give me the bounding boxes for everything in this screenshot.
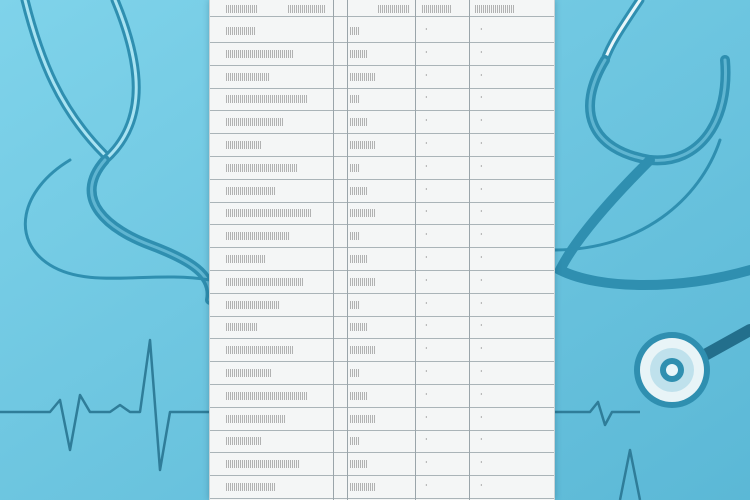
mark-a: · <box>425 207 428 217</box>
mark-b: · <box>480 275 483 285</box>
row-label-scribble <box>226 24 256 38</box>
row-value-scribble <box>350 389 368 403</box>
row-label-scribble <box>226 92 307 106</box>
table-row <box>210 180 554 203</box>
row-label-scribble <box>226 47 293 61</box>
mark-a: · <box>425 481 428 490</box>
row-value-scribble <box>350 366 360 380</box>
row-value-scribble <box>350 161 360 175</box>
row-label-scribble <box>226 434 262 448</box>
mark-b: · <box>480 139 483 148</box>
table-row <box>210 430 554 453</box>
row-value-scribble <box>350 229 360 243</box>
mark-a: · <box>425 435 428 445</box>
mark-b: · <box>480 298 483 308</box>
sheet-header-row <box>210 0 554 17</box>
row-label-scribble <box>226 320 257 334</box>
row-label-scribble <box>226 366 271 380</box>
column-divider <box>415 0 416 500</box>
table-row <box>210 339 554 362</box>
mark-a: · <box>425 275 428 285</box>
mark-b: · <box>480 47 483 57</box>
row-value-scribble <box>350 115 368 129</box>
row-value-scribble <box>350 47 368 61</box>
table-row <box>210 385 554 408</box>
mark-a: · <box>425 25 428 34</box>
table-row <box>210 248 554 271</box>
row-label-scribble <box>226 184 275 198</box>
mark-a: · <box>425 161 428 171</box>
header-scribble <box>226 2 258 16</box>
mark-b: · <box>480 161 483 171</box>
row-value-scribble <box>350 138 376 152</box>
row-label-scribble <box>226 252 266 266</box>
mark-a: · <box>425 412 428 422</box>
row-value-scribble <box>350 343 376 357</box>
table-row <box>210 225 554 248</box>
row-label-scribble <box>226 206 312 220</box>
mark-b: · <box>480 184 483 194</box>
table-row <box>210 20 554 43</box>
row-value-scribble <box>350 480 376 494</box>
table-row <box>210 157 554 180</box>
table-row <box>210 43 554 66</box>
mark-a: · <box>425 70 428 80</box>
table-row <box>210 134 554 157</box>
row-label-scribble <box>226 298 280 312</box>
mark-a: · <box>425 253 428 262</box>
mark-b: · <box>480 253 483 262</box>
row-value-scribble <box>350 252 368 266</box>
mark-b: · <box>480 25 483 34</box>
mark-a: · <box>425 184 428 194</box>
mark-a: · <box>425 367 428 376</box>
table-row <box>210 408 554 431</box>
mark-b: · <box>480 389 483 399</box>
table-row <box>210 453 554 476</box>
mark-a: · <box>425 230 428 240</box>
row-value-scribble <box>350 275 376 289</box>
row-label-scribble <box>226 389 308 403</box>
mark-b: · <box>480 116 483 126</box>
table-row <box>210 362 554 385</box>
mark-b: · <box>480 344 483 354</box>
row-label-scribble <box>226 138 261 152</box>
table-row <box>210 271 554 294</box>
row-label-scribble <box>226 480 276 494</box>
table-row <box>210 476 554 499</box>
column-divider <box>469 0 470 500</box>
mark-a: · <box>425 389 428 399</box>
mark-a: · <box>425 116 428 126</box>
row-label-scribble <box>226 115 284 129</box>
mark-b: · <box>480 458 483 468</box>
row-label-scribble <box>226 229 289 243</box>
mark-b: · <box>480 367 483 376</box>
row-value-scribble <box>350 434 360 448</box>
medical-chart-sheet <box>209 0 555 500</box>
column-divider <box>333 0 334 500</box>
header-scribble <box>288 2 326 16</box>
column-divider <box>347 0 348 500</box>
row-label-scribble <box>226 70 270 84</box>
mark-b: · <box>480 207 483 217</box>
row-value-scribble <box>350 24 360 38</box>
row-label-scribble <box>226 275 303 289</box>
table-row <box>210 111 554 134</box>
row-value-scribble <box>350 320 368 334</box>
header-scribble <box>378 2 410 16</box>
table-row <box>210 88 554 111</box>
row-label-scribble <box>226 343 294 357</box>
table-row <box>210 316 554 339</box>
mark-a: · <box>425 93 428 103</box>
mark-a: · <box>425 47 428 57</box>
mark-a: · <box>425 298 428 308</box>
row-value-scribble <box>350 184 368 198</box>
row-value-scribble <box>350 206 376 220</box>
mark-b: · <box>480 230 483 240</box>
mark-b: · <box>480 70 483 80</box>
row-value-scribble <box>350 457 368 471</box>
mark-b: · <box>480 412 483 422</box>
row-label-scribble <box>226 161 298 175</box>
header-scribble <box>475 2 515 16</box>
table-row <box>210 66 554 89</box>
mark-b: · <box>480 481 483 490</box>
row-value-scribble <box>350 70 376 84</box>
header-scribble <box>422 2 452 16</box>
mark-a: · <box>425 344 428 354</box>
mark-a: · <box>425 139 428 148</box>
table-row <box>210 202 554 225</box>
row-value-scribble <box>350 412 376 426</box>
row-label-scribble <box>226 412 285 426</box>
table-row <box>210 294 554 317</box>
mark-a: · <box>425 458 428 468</box>
mark-b: · <box>480 321 483 331</box>
mark-b: · <box>480 435 483 445</box>
row-value-scribble <box>350 298 360 312</box>
mark-a: · <box>425 321 428 331</box>
row-label-scribble <box>226 457 299 471</box>
mark-b: · <box>480 93 483 103</box>
row-value-scribble <box>350 92 360 106</box>
